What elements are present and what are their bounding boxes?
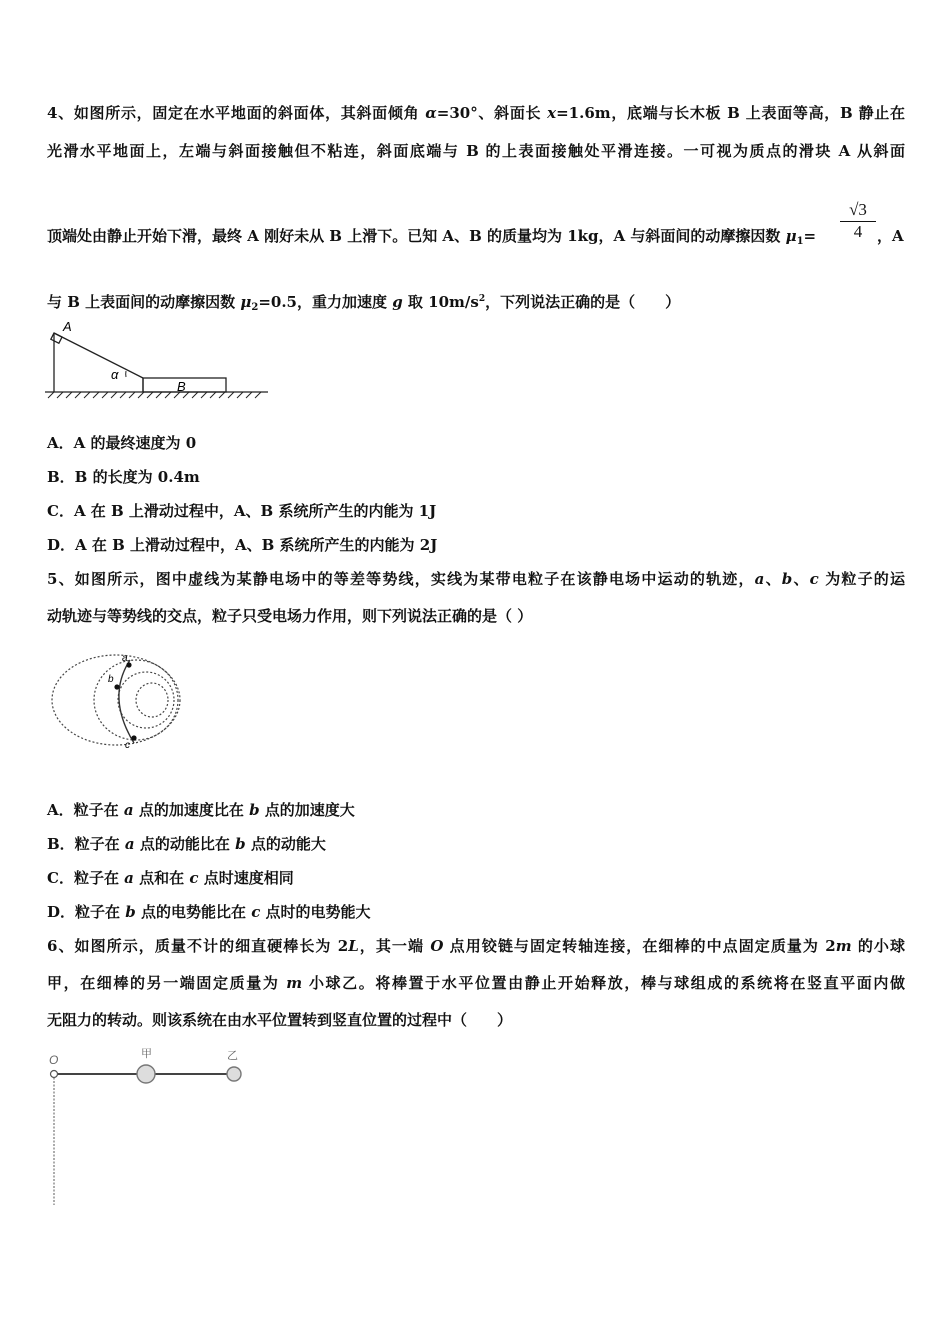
point-b <box>114 684 119 689</box>
q6-line-3: 无阻力的转动。则该系统在由水平位置转到竖直位置的过程中（ ） <box>47 1011 513 1029</box>
q4-option-b[interactable]: B．B 的长度为 0.4m <box>47 468 200 486</box>
label-alpha: α <box>111 367 119 382</box>
q4-option-d[interactable]: D．A 在 B 上滑动过程中，A、B 系统所产生的内能为 2J <box>47 536 438 554</box>
q5-option-d[interactable]: D．粒子在 b 点的电势能比在 c 点时的电势能大 <box>47 903 371 921</box>
q5-line-2: 动轨迹与等势线的交点，粒子只受电场力作用，则下列说法正确的是（ ） <box>47 607 533 625</box>
fraction-denominator: 4 <box>853 222 863 241</box>
equipotential-figure <box>48 645 183 755</box>
label-yi: 乙 <box>227 1049 238 1062</box>
ball-jia <box>137 1065 155 1083</box>
fraction-numerator: √3 <box>840 200 876 222</box>
label-a: a <box>122 653 128 664</box>
label-c: c <box>125 740 130 751</box>
q4-option-c[interactable]: C．A 在 B 上滑动过程中，A、B 系统所产生的内能为 1J <box>47 502 437 520</box>
label-a: A <box>63 319 72 334</box>
q5-option-b[interactable]: B．粒子在 a 点的动能比在 b 点的动能大 <box>47 835 326 853</box>
q5-option-c[interactable]: C．粒子在 a 点和在 c 点时速度相同 <box>47 869 294 887</box>
q4-line-4: 与 B 上表面间的动摩擦因数 $\mu_2=0.5$，重力加速度 g 取 $10m/s^2$，下列说法正确的是（ ） <box>47 293 681 313</box>
q4-line-3: 顶端处由静止开始下滑，最终 A 刚好未从 B 上滑下。已知 A、B 的质量均为 1kg，A 与斜面间的动摩擦因数 $\mu_1=$ <box>47 227 817 247</box>
slider-a <box>51 333 62 343</box>
q4-line-2: 光滑水平地面上，左端与斜面接触但不粘连，斜面底端与 B 的上表面接触处平滑连接。一可视为质点的滑块 A 从斜面 <box>47 142 905 160</box>
q4-line-3-tail: ，A <box>877 227 904 245</box>
label-jia: 甲 <box>141 1047 152 1060</box>
mu1-fraction <box>840 200 876 242</box>
particle-trajectory <box>119 660 134 743</box>
label-o: O <box>49 1053 59 1067</box>
q5-line-1: 5、如图所示，图中虚线为某静电场中的等差等势线，实线为某带电粒子在该静电场中运动的轨迹，a、b、c 为粒子的运 <box>47 570 905 588</box>
label-b: B <box>177 379 186 394</box>
ball-yi <box>227 1067 241 1081</box>
q6-line-1: 6、如图所示，质量不计的细直硬棒长为 2L，其一端 O 点用铰链与固定转轴连接，在细棒的中点固定质量为 2m 的小球 <box>47 937 905 955</box>
q5-option-a[interactable]: A．粒子在 a 点的加速度比在 b 点的加速度大 <box>47 801 355 819</box>
q4-line-1: 4、如图所示，固定在水平地面的斜面体，其斜面倾角 α=30°、斜面长 x=1.6m，底端与长木板 B 上表面等高，B 静止在 <box>47 104 906 122</box>
rod-figure <box>44 1045 254 1210</box>
q4-option-a[interactable]: A．A 的最终速度为 0 <box>47 434 197 452</box>
label-b: b <box>108 674 114 685</box>
incline-figure <box>40 315 275 405</box>
pivot-o <box>51 1071 58 1078</box>
point-c <box>131 735 136 740</box>
q6-line-2: 甲，在细棒的另一端固定质量为 m 小球乙。将棒置于水平位置由静止开始释放，棒与球组成的系统将在竖直平面内做 <box>47 974 905 992</box>
